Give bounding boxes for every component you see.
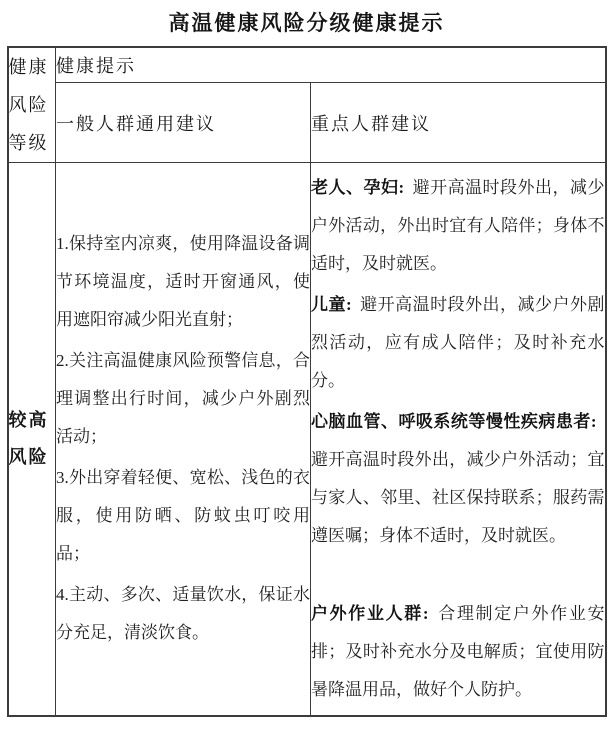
risk-level-line-2: 风险 <box>8 446 49 467</box>
key-group-children <box>311 286 605 400</box>
key-group-text: 避开高温时段外出，减少户外剧烈活动，应有成人陪伴；及时补充水分。 <box>311 294 605 390</box>
page-title: 高温健康风险分级健康提示 <box>168 12 445 35</box>
risk-level-cell <box>8 163 56 716</box>
key-column-header: 重点人群建议 <box>311 83 606 163</box>
key-group-chronic-patients <box>311 403 605 555</box>
health-tips-table <box>7 46 607 717</box>
general-tip-1: 1.保持室内凉爽，使用降温设备调节环境温度，适时开窗通风，使用遮阳帘减少阳光直射； <box>56 234 310 330</box>
document-page <box>0 9 613 732</box>
general-column-header: 一般人群通用建议 <box>56 83 311 163</box>
risk-header-line-2: 风险 <box>8 95 49 115</box>
key-group-text: 合理制定户外作业安排；及时补充水分及电解质；宜使用防暑降温用品，做好个人防护。 <box>311 603 605 699</box>
key-group-text: 避开高温时段外出，减少户外活动；宜与家人、邻里、社区保持联系；服药需遵医嘱；身体不适时，及时就医。 <box>311 449 605 545</box>
risk-row-higher <box>8 163 606 716</box>
header-row-tips <box>8 47 606 83</box>
key-group-label: 心脑血管、呼吸系统等慢性疾病患者: <box>311 411 597 431</box>
key-group-outdoor-workers <box>311 595 605 709</box>
risk-level-line-1: 较高 <box>8 409 49 430</box>
general-tip-4: 4.主动、多次、适量饮水，保证水分充足，清淡饮食。 <box>56 585 310 643</box>
key-group-label: 户外作业人群: <box>311 603 429 623</box>
general-tip-2: 2.关注高温健康风险预警信息，合理调整出行时间，减少户外剧烈活动； <box>56 351 310 447</box>
risk-header-line-1: 健康 <box>8 57 49 77</box>
key-group-label: 儿童: <box>311 294 352 314</box>
risk-header-line-3: 等级 <box>8 133 49 153</box>
general-tips-cell <box>56 163 311 716</box>
key-group-label: 老人、孕妇: <box>311 177 405 197</box>
header-row-columns <box>8 83 606 163</box>
tips-header-cell: 健康提示 <box>56 47 606 83</box>
key-group-elderly-pregnant <box>311 169 605 283</box>
key-group-text: 避开高温时段外出，减少户外活动，外出时宜有人陪伴；身体不适时，及时就医。 <box>311 177 605 273</box>
general-tip-3: 3.外出穿着轻便、宽松、浅色的衣服，使用防晒、防蚊虫叮咬用品； <box>56 468 310 564</box>
key-groups-cell <box>311 163 606 716</box>
risk-level-header-cell <box>8 47 56 163</box>
